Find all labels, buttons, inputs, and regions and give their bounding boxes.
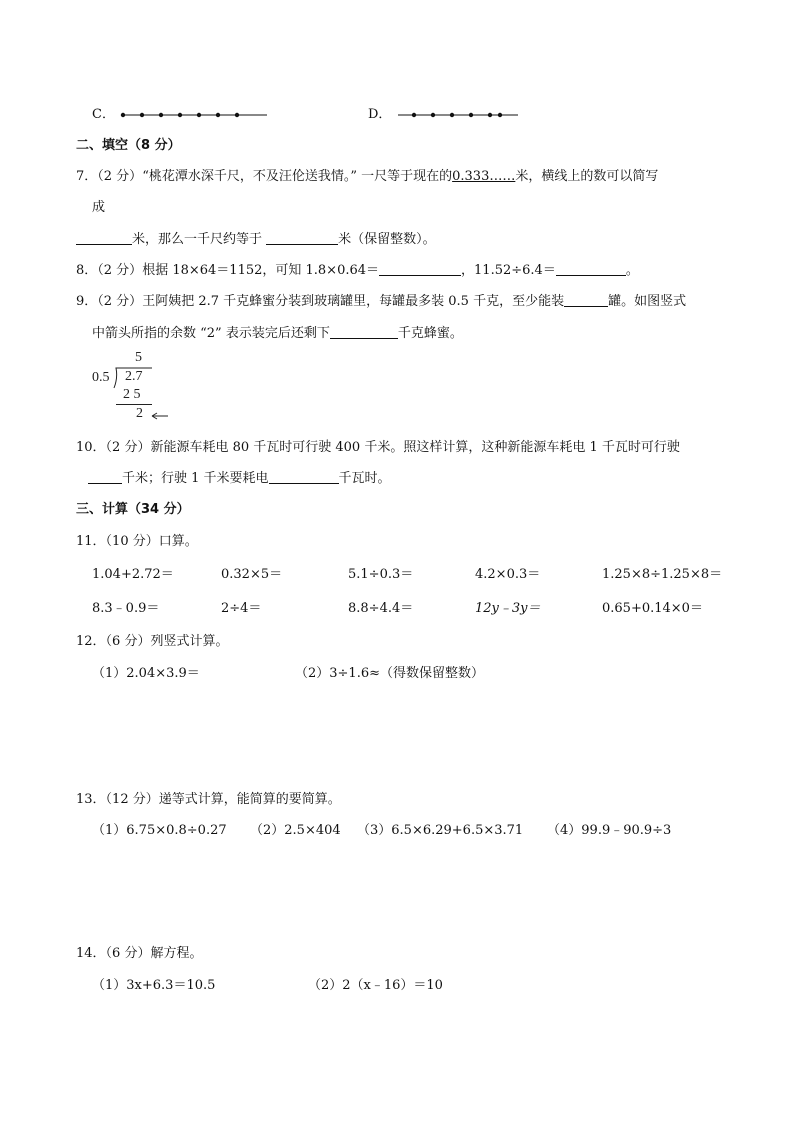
q8-blank-1[interactable] [379, 262, 461, 276]
q12-text: 列竖式计算。 [150, 634, 229, 649]
q7-number: 7． [76, 169, 98, 184]
division-dividend: 2.7 [125, 369, 143, 384]
section-2-title: 二、填空（8 分） [76, 138, 181, 153]
q12-part-1: （1）2.04×3.9＝ [92, 666, 200, 681]
q8-blank-2[interactable] [556, 262, 626, 276]
section-3-title: 三、计算（34 分） [76, 502, 190, 517]
q8-text-b: ，11.52÷6.4＝ [461, 263, 556, 278]
q11-score: （10 分） [105, 534, 159, 549]
question-13 [76, 788, 341, 807]
q10-score: （2 分） [105, 440, 151, 455]
question-12 [76, 630, 228, 649]
question-7-line-1 [76, 165, 658, 184]
option-c-number-line [119, 109, 269, 121]
q9-blank-2[interactable] [330, 325, 398, 339]
q9-line2-a: 中箭头所指的余数 “2” 表示装完后还剩下 [92, 326, 330, 341]
q13-part-2: （2）2.5×404 [250, 823, 341, 838]
division-rule [116, 404, 152, 405]
oral-calc-item: 8.8÷4.4＝ [348, 601, 414, 616]
q14-number: 14． [76, 946, 106, 961]
question-11 [76, 530, 198, 549]
q13-score: （12 分） [105, 792, 159, 807]
option-d-label: D． [368, 107, 392, 122]
question-9-line-1 [76, 290, 686, 309]
q10-text-a: 新能源车耗电 80 千瓦时可行驶 400 千米。照这样计算，这种新能源车耗电 1 千瓦时可行驶 [150, 440, 680, 455]
q7-line3-b: 米（保留整数）。 [338, 232, 436, 247]
q11-number: 11． [76, 534, 106, 549]
question-14 [76, 942, 202, 961]
q9-score: （2 分） [97, 294, 143, 309]
oral-calc-item: 1.04+2.72＝ [92, 567, 174, 582]
q14-score: （6 分） [105, 946, 151, 961]
arrow-left-icon [150, 411, 170, 421]
q13-number: 13． [76, 792, 106, 807]
q12-number: 12． [76, 634, 106, 649]
q10-blank-1[interactable] [88, 470, 122, 484]
q7-underlined-value: 0.333…… [452, 169, 516, 184]
q10-blank-2[interactable] [269, 470, 339, 484]
oral-calc-item: 12y﹣3y＝ [475, 601, 541, 616]
q8-score: （2 分） [97, 263, 143, 278]
q9-blank-1[interactable] [564, 293, 608, 307]
q12-part-2: （2）3÷1.6≈（得数保留整数） [295, 666, 485, 681]
division-product: 2 5 [123, 387, 141, 402]
q8-text-a: 根据 18×64＝1152，可知 1.8×0.64＝ [142, 263, 380, 278]
question-8 [76, 259, 639, 278]
q7-blank-1[interactable] [76, 231, 132, 245]
long-division-figure [92, 350, 182, 422]
q9-text-a: 王阿姨把 2.7 千克蜂蜜分装到玻璃罐里，每罐最多装 0.5 千克，至少能装 [142, 294, 565, 309]
oral-calc-item: 4.2×0.3＝ [475, 567, 541, 582]
division-remainder: 2 [136, 406, 143, 421]
q13-part-1: （1）6.75×0.8÷0.27 [92, 823, 227, 838]
q9-number: 9． [76, 294, 98, 309]
q11-text: 口算。 [158, 534, 198, 549]
q12-score: （6 分） [105, 634, 151, 649]
q7-score: （2 分） [97, 169, 143, 184]
q7-text-a: “桃花潭水深千尺，不及汪伦送我情。” 一尺等于现在的 [142, 169, 453, 184]
question-9-line-2 [92, 322, 463, 341]
q7-line3-a: 米，那么一千尺约等于 [132, 232, 263, 247]
q9-line2-b: 千克蜂蜜。 [397, 326, 463, 341]
oral-calc-item: 0.32×5＝ [221, 567, 283, 582]
division-divisor: 0.5 [92, 370, 110, 385]
q8-number: 8． [76, 263, 98, 278]
question-10-line-2 [88, 467, 391, 486]
oral-calc-item: 0.65+0.14×0＝ [602, 601, 703, 616]
q10-line2-b: 千瓦时。 [338, 471, 391, 486]
q8-text-c: 。 [625, 263, 639, 278]
q7-text-b: 米，横线上的数可以简写 [515, 169, 659, 184]
option-c [92, 103, 269, 122]
q13-part-4: （4）99.9﹣90.9÷3 [547, 823, 672, 838]
q14-text: 解方程。 [150, 946, 203, 961]
q14-part-1: （1）3x+6.3＝10.5 [92, 978, 216, 993]
q13-part-3: （3）6.5×6.29+6.5×3.71 [357, 823, 524, 838]
division-quotient: 5 [135, 350, 142, 365]
oral-calc-item: 2÷4＝ [221, 601, 262, 616]
oral-calc-item: 5.1÷0.3＝ [348, 567, 414, 582]
question-7-line-3 [76, 228, 436, 247]
q7-blank-2[interactable] [266, 231, 338, 245]
oral-calc-item: 8.3﹣0.9＝ [92, 601, 160, 616]
question-10-line-1 [76, 436, 680, 455]
q14-part-2: （2）2（x﹣16）＝10 [308, 978, 443, 993]
q13-text: 递等式计算，能简算的要简算。 [158, 792, 341, 807]
option-d-number-line [396, 109, 520, 121]
option-c-label: C． [92, 107, 115, 122]
option-d [368, 103, 520, 122]
oral-calc-item: 1.25×8÷1.25×8＝ [602, 567, 723, 582]
q10-number: 10． [76, 440, 106, 455]
q9-text-b: 罐。如图竖式 [608, 294, 687, 309]
question-7-line-2: 成 [92, 200, 106, 215]
q10-line2-a: 千米；行驶 1 千米要耗电 [122, 471, 269, 486]
